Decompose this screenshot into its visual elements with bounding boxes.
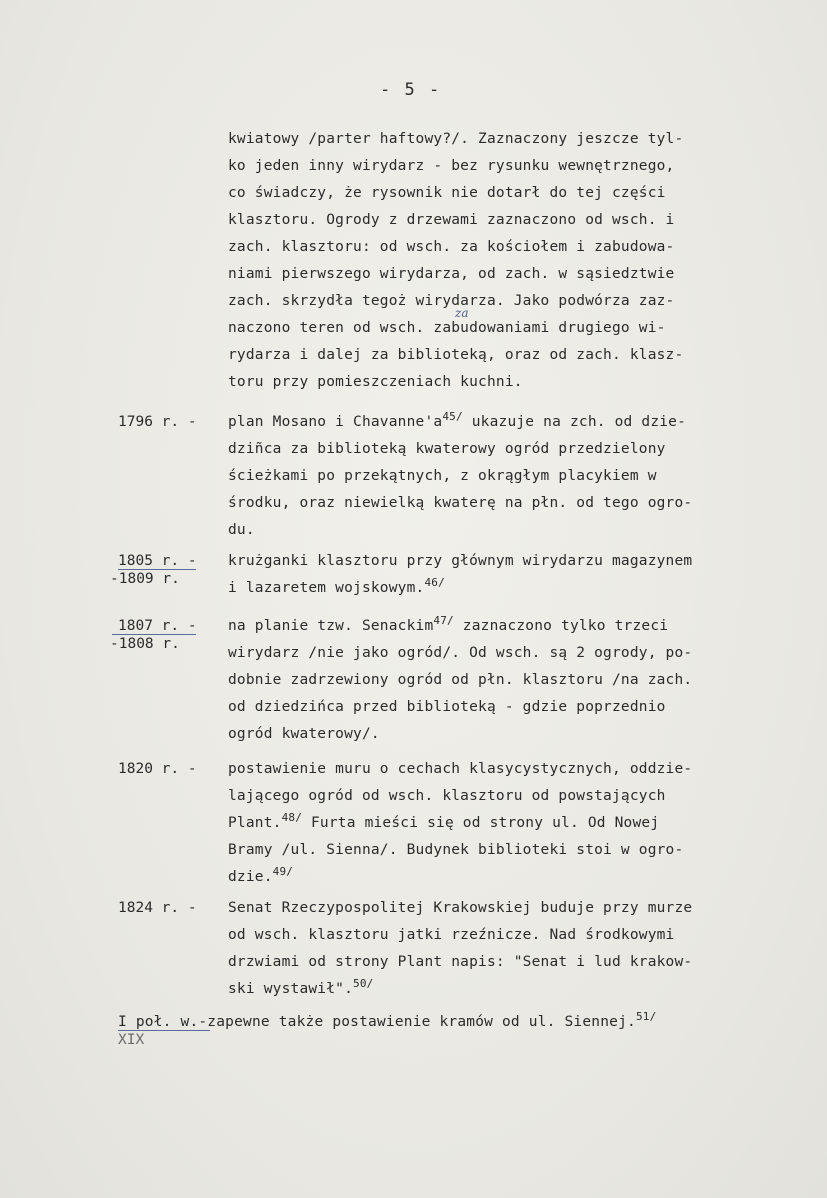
text-line: du. <box>228 522 255 538</box>
text-line: Senat Rzeczypospolitej Krakowskiej buduje przy murze <box>228 900 693 916</box>
text-line: niami pierwszego wirydarza, od zach. w sąsiedztwie <box>228 266 675 282</box>
entry-year-end: XIX <box>118 1032 145 1048</box>
handwritten-insert: za <box>455 306 469 320</box>
text-line: co świadczy, że rysownik nie dotarł do tej części <box>228 185 666 201</box>
entry-year: 1807 r. - <box>118 618 197 634</box>
text-line <box>228 977 374 998</box>
text-span: Furta mieści się od strony ul. Od Nowej <box>302 815 660 831</box>
text-line: klasztoru. Ogrody z drzewami zaznaczono od wsch. i <box>228 212 675 228</box>
text-line: ścieżkami po przekątnych, z okrągłym placykiem w <box>228 468 657 484</box>
text-line <box>228 614 669 635</box>
text-line: ko jeden inny wirydarz - bez rysunku wewnętrznego, <box>228 158 675 174</box>
text-line: zach. klasztoru: od wsch. za kościołem i zabudowa- <box>228 239 675 255</box>
text-line: postawienie muru o cechach klasycystycznych, oddzie- <box>228 761 693 777</box>
footnote-ref: 51/ <box>635 1010 657 1024</box>
text-span: na planie tzw. Senackim <box>228 618 434 634</box>
text-line: od dziedzińca przed biblioteką - gdzie poprzednio <box>228 699 666 715</box>
text-line: toru przy pomieszczeniach kuchni. <box>228 374 523 390</box>
text-line: rydarza i dalej za biblioteką, oraz od zach. klasz- <box>228 347 684 363</box>
text-line <box>228 410 687 431</box>
text-span: zaznaczono tylko trzeci <box>453 618 669 634</box>
text-line <box>228 865 294 886</box>
text-line <box>118 1010 657 1031</box>
text-line: krużganki klasztoru przy głównym wirydarzu magazynem <box>228 553 693 569</box>
text-line: lającego ogród od wsch. klasztoru od powstających <box>228 788 666 804</box>
footnote-ref: 47/ <box>433 614 454 628</box>
entry-year-end: -1809 r. <box>110 571 180 587</box>
footnote-ref: 46/ <box>424 576 445 590</box>
entry-year: 1824 r. - <box>118 900 197 916</box>
text-span: ukazuje na zch. od dzie- <box>462 414 687 430</box>
text-line: środku, oraz niewielką kwaterę na płn. od tego ogro- <box>228 495 693 511</box>
page-number: - 5 - <box>380 80 442 100</box>
entry-year: I poł. w. <box>118 1014 199 1030</box>
text-line: ogród kwaterowy/. <box>228 726 380 742</box>
entry-year: 1805 r. - <box>118 553 197 569</box>
text-span: plan Mosano i Chavanne'a <box>228 414 443 430</box>
ink-underline <box>118 1030 210 1031</box>
text-span: i lazaretem wojskowym. <box>228 580 425 596</box>
text-span: ski wystawił". <box>228 981 354 997</box>
text-line: od wsch. klasztoru jatki rzeźnicze. Nad środkowymi <box>228 927 675 943</box>
text-line <box>228 576 445 597</box>
text-span: Plant. <box>228 815 282 831</box>
text-line: dobnie zadrzewiony ogród od płn. klasztoru /na zach. <box>228 672 693 688</box>
text-line: wirydarz /nie jako ogród/. Od wsch. są 2 ogrody, po- <box>228 645 693 661</box>
text-line: drzwiami od strony Plant napis: "Senat i lud krakow- <box>228 954 693 970</box>
footnote-ref: 49/ <box>272 865 294 879</box>
text-span: dzie. <box>228 869 273 885</box>
ink-underline <box>112 634 196 635</box>
text-line: Bramy /ul. Sienna/. Budynek biblioteki stoi w ogro- <box>228 842 684 858</box>
text-line: zach. skrzydła tegoż wirydarza. Jako podwórza zaz- <box>228 293 675 309</box>
footnote-ref: 48/ <box>281 811 303 825</box>
text-line: naczono teren od wsch. zabudowaniami drugiego wi- <box>228 320 666 336</box>
text-line <box>228 811 660 832</box>
footnote-ref: 50/ <box>353 977 374 991</box>
entry-year: 1796 r. - <box>118 414 197 430</box>
entry-year: 1820 r. - <box>118 761 197 777</box>
text-line: dziñca za biblioteką kwaterowy ogród przedzielony <box>228 441 666 457</box>
entry-year-end: -1808 r. <box>110 636 180 652</box>
text-span: -zapewne także postawienie kramów od ul. Siennej. <box>198 1014 636 1030</box>
footnote-ref: 45/ <box>442 410 463 424</box>
text-line: kwiatowy /parter haftowy?/. Zaznaczony jeszcze tyl- <box>228 131 684 147</box>
ink-underline <box>118 569 196 570</box>
